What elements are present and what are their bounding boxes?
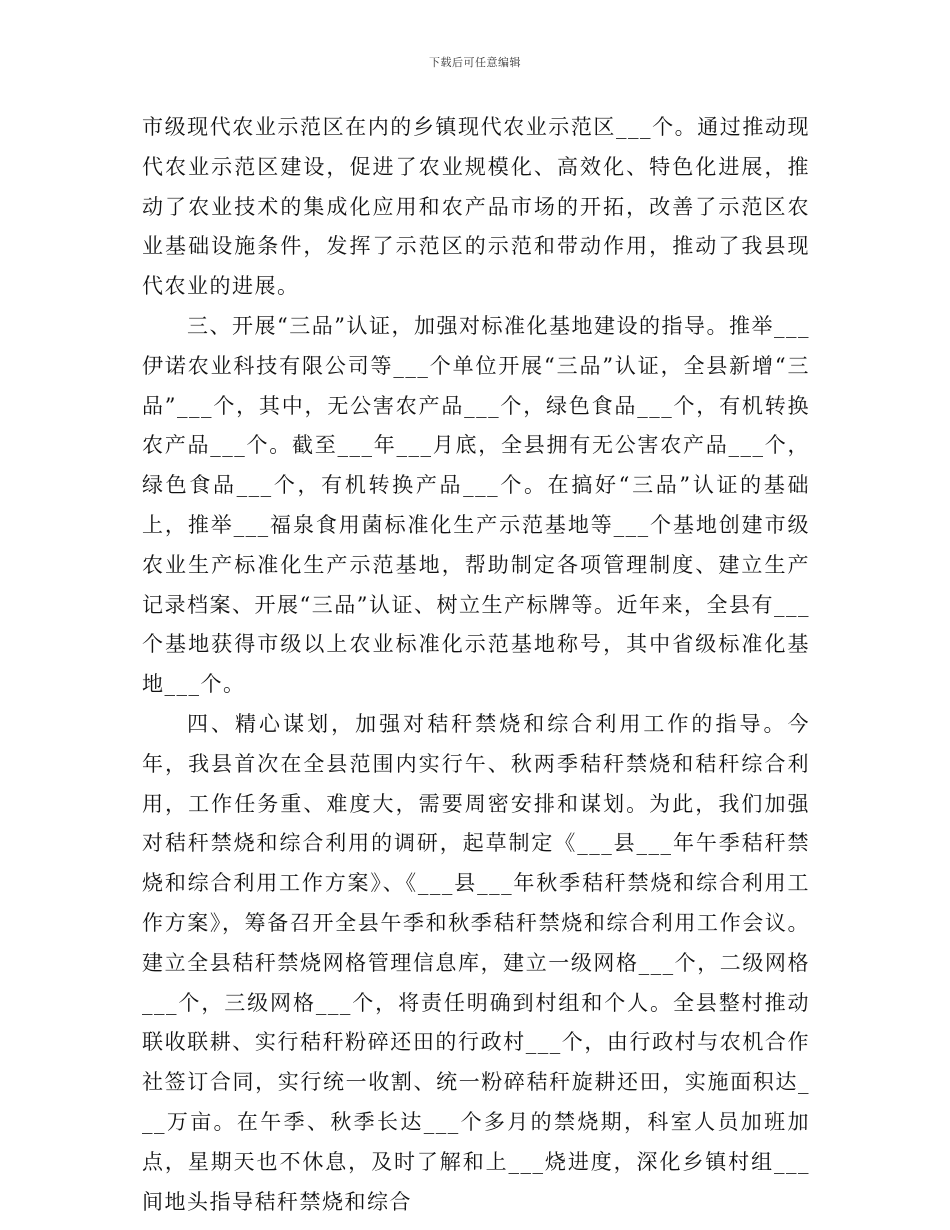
page-header: 下载后可任意编辑: [429, 56, 521, 69]
paragraph-continuation: 市级现代农业示范区在内的乡镇现代农业示范区___个。通过推动现代农业示范区建设，促进了农业规模化、高效化、特色化进展，推动了农业技术的集成化应用和农产品市场的开拓，改善了示范区农业基础设施条件，发挥了示范区的示范和带动作用，推动了我县现代农业的进展。: [142, 115, 810, 299]
document-body: [142, 108, 810, 1222]
paragraph-three-products-certification: 三、开展“三品”认证，加强对标准化基地建设的指导。推举___伊诺农业科技有限公司等___个单位开展“三品”认证，全县新增“三品”___个，其中，无公害农产品___个，绿色食品___个，有机转换农产品___个。截至___年___月底，全县拥有无公害农产品___个，绿色食品___个，有机转换产品___个。在搞好“三品”认证的基础上，推举___福泉食用菌标准化生产示范基地等___个基地创建市级农业生产标准化生产示范基地，帮助制定各项管理制度、建立生产记录档案、开展“三品”认证、树立生产标牌等。近年来，全县有___个基地获得市级以上农业标准化示范基地称号，其中省级标准化基地___个。: [142, 313, 810, 697]
paragraph-straw-burning-ban: 四、精心谋划，加强对秸秆禁烧和综合利用工作的指导。今年，我县首次在全县范围内实行午、秋两季秸秆禁烧和秸秆综合利用，工作任务重、难度大，需要周密安排和谋划。为此，我们加强对秸秆禁烧和综合利用的调研，起草制定《___县___年午季秸秆禁烧和综合利用工作方案》、《___县___年秋季秸秆禁烧和综合利用工作方案》，筹备召开全县午季和秋季秸秆禁烧和综合利用工作会议。建立全县秸秆禁烧网格管理信息库，建立一级网格___个，二级网格___个，三级网格___个，将责任明确到村组和个人。全县整村推动联收联耕、实行秸秆粉碎还田的行政村___个，由行政村与农机合作社签订合同，实行统一收割、统一粉碎秸秆旋耕还田，实施面积达___万亩。在午季、秋季长达___个多月的禁烧期，科室人员加班加点，星期天也不休息，及时了解和上___烧进度，深化乡镇村组___间地头指导秸秆禁烧和综合: [142, 711, 810, 1214]
